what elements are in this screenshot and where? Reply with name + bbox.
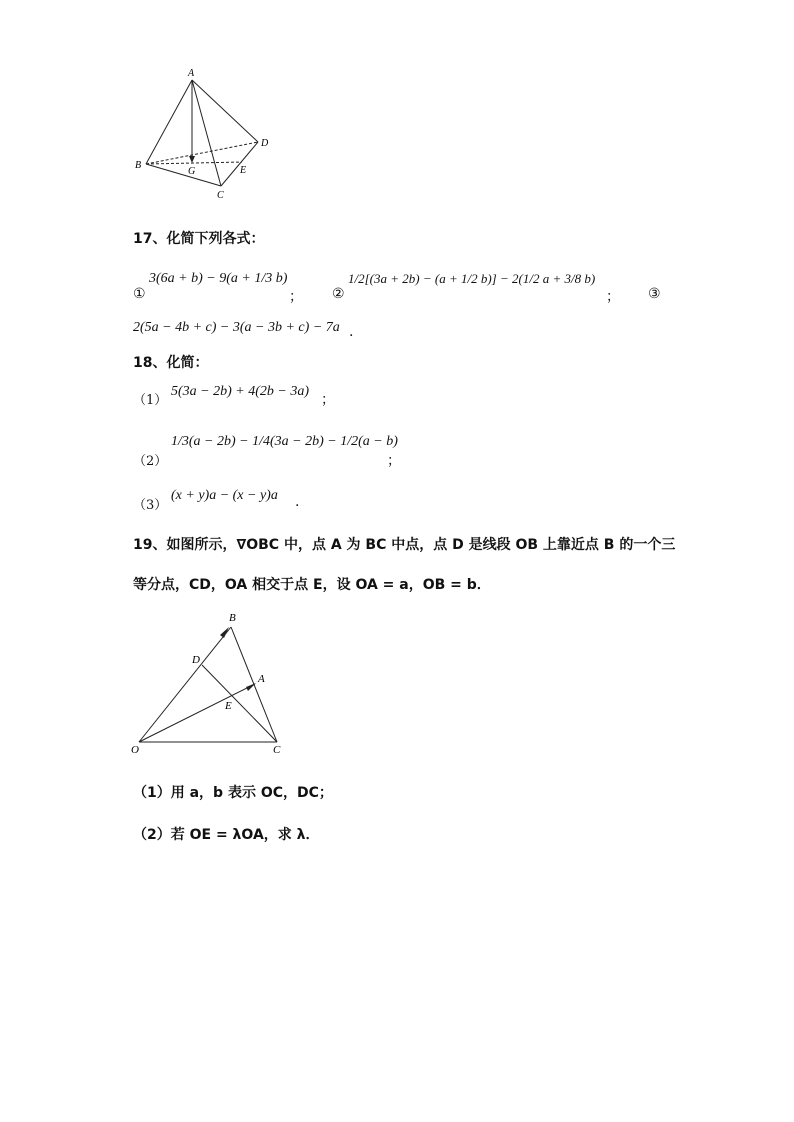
q17-item2-expression: 1/2[(3a + 2b) − (a + 1/2 b)] − 2(1/2 a + 3/8 b) [348, 271, 596, 286]
q18-item2 [133, 424, 533, 469]
q17-item3-expression: 2(5a − 4b + c) − 3(a − 3b + c) − 7a [133, 320, 340, 335]
q18-item3 [133, 484, 533, 513]
vertex-label-G: G [188, 166, 196, 177]
point-label-B: B [229, 612, 236, 624]
point-label-D: D [192, 654, 200, 666]
q19-line1: 19、如图所示，∇OBC 中，点 A 为 BC 中点，点 D 是线段 OB 上靠近点 B 的一个三 [133, 537, 676, 553]
q17-item1-marker: ① [133, 286, 146, 302]
q19-line2: 等分点，CD，OA 相交于点 E，设 OA = a，OB = b． [133, 577, 491, 593]
triangle-obc-figure [125, 605, 300, 755]
vertex-label-B: B [135, 160, 142, 171]
vertex-label-A: A [188, 68, 195, 79]
q18-item2-expression: 1/3(a − 2b) − 1/4(3a − 2b) − 1/2(a − b) [171, 434, 398, 449]
q18-item1-marker: （1） [133, 393, 168, 408]
q19-sub1: （1）用 a，b 表示 OC，DC； [133, 785, 333, 801]
q18-item3-marker: （3） [133, 498, 168, 513]
point-label-E: E [225, 700, 232, 712]
point-label-C: C [273, 744, 281, 755]
q18-item3-end: . [295, 494, 300, 510]
vertex-label-C: C [217, 190, 224, 201]
q17-item2-end: ； [606, 289, 620, 305]
point-label-A: A [258, 673, 265, 685]
q17-item2-marker: ② [332, 286, 345, 302]
q18-item1 [133, 380, 533, 408]
q17-item3 [133, 318, 533, 342]
q18-item2-marker: （2） [133, 454, 168, 469]
q18-item2-end: ； [387, 453, 401, 469]
q17-item1-expression: 3(6a + b) − 9(a + 1/3 b) [149, 271, 288, 286]
q18-item1-expression: 5(3a − 2b) + 4(2b − 3a) [171, 384, 309, 399]
q18-title: 18、化简： [133, 355, 209, 371]
q18-item3-expression: (x + y)a − (x − y)a [171, 488, 278, 503]
q18-item1-end: ； [321, 392, 335, 408]
q17-item1-end: ； [289, 289, 303, 305]
tetrahedron-figure [120, 60, 290, 205]
q17-title: 17、化简下列各式： [133, 231, 265, 247]
point-label-O: O [131, 744, 139, 755]
q19-sub2: （2）若 OE = λOA，求 λ． [133, 827, 320, 843]
vertex-label-D: D [261, 138, 269, 149]
q17-item2 [332, 258, 632, 305]
vertex-label-E: E [240, 165, 247, 176]
q17-item3-marker: ③ [648, 286, 661, 302]
q17-item3-end: . [349, 324, 354, 340]
